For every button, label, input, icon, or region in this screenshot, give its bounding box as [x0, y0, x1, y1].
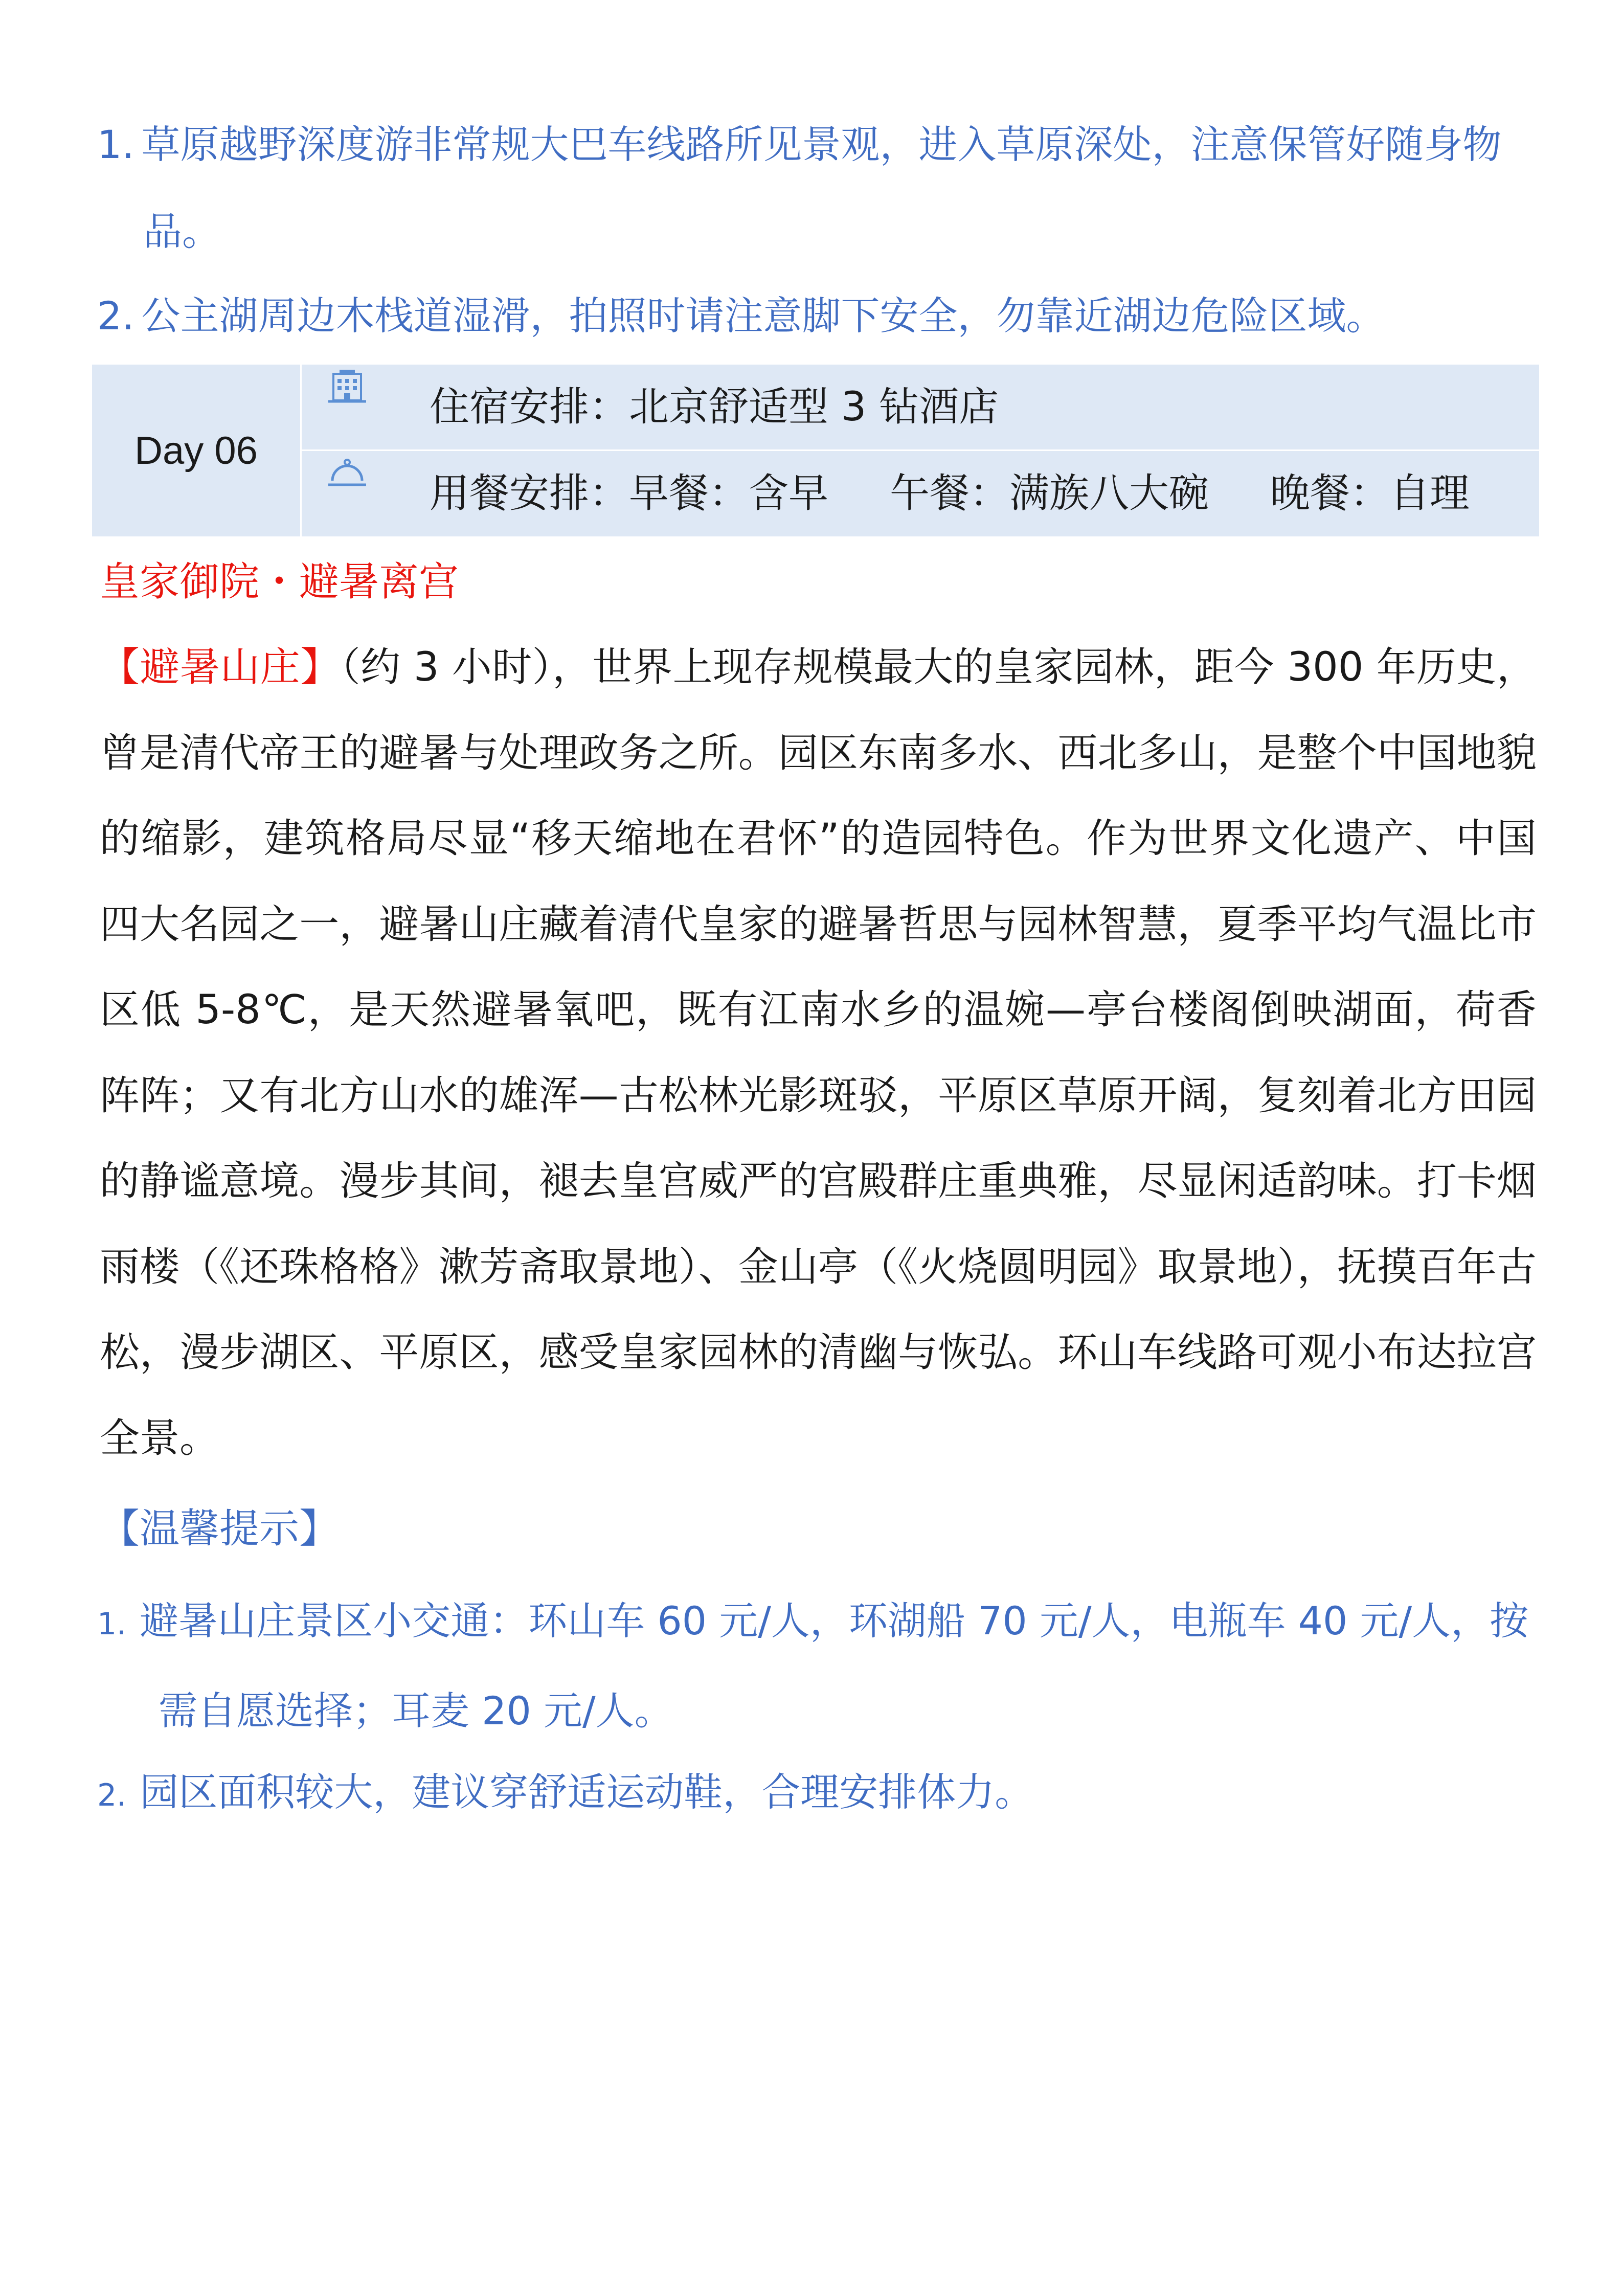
note-text: 草原越野深度游非常规大巴车线路所见景观，进入草原深处，注意保管好随身物	[141, 122, 1502, 167]
tip-text-continued: 需自愿选择；耳麦 20 元/人。	[159, 1688, 673, 1734]
tip-line	[97, 1578, 1544, 1668]
tip-item-1	[97, 1578, 1544, 1754]
attraction-body: （约 3 小时），世界上现存规模最大的皇家园林，距今 300 年历史，曾是清代帝王的避暑与处理政务之所。园区东南多水、西北多山，是整个中国地貌的缩影，建筑格局尽显“移天缩地在君怀”的造园特色。作为世界文化遗产、中国四大名园之一，避暑山庄藏着清代皇家的避暑哲思与园林智慧，夏季平均气温比市区低 5-8℃，是天然避暑氧吧，既有江南水乡的温婉—亭台楼阁倒映湖面，荷香阵阵；又有北方山水的雄浑—古松林光影斑驳，平原区草原开阔，复刻着北方田园的静谧意境。漫步其间，褪去皇宫威严的宫殿群庄重典雅，尽显闲适韵味。打卡烟雨楼（《还珠格格》漱芳斋取景地）、金山亭（《火烧圆明园》取景地），抚摸百年古松，漫步湖区、平原区，感受皇家园林的清幽与恢弘。环山车线路可观小布达拉宫全景。	[100, 644, 1537, 1461]
list-number: 2.	[97, 1777, 127, 1813]
tip-text: 避暑山庄景区小交通：环山车 60 元/人，环湖船 70 元/人，电瓶车 40 元/人，按	[140, 1598, 1529, 1644]
lodging-text: 住宿安排：北京舒适型 3 钻酒店	[430, 384, 999, 430]
tips-title: 【温馨提示】	[100, 1506, 340, 1552]
list-number: 2.	[97, 293, 134, 339]
attraction-name: 【避暑山庄】	[100, 644, 341, 690]
tip-item-2	[97, 1749, 1544, 1839]
list-number: 1.	[97, 1606, 127, 1642]
attraction-description	[100, 625, 1537, 1481]
breakfast: 早餐：含早	[629, 470, 829, 516]
dinner: 晚餐：自理	[1270, 470, 1470, 516]
tip-text: 园区面积较大，建议穿舒适运动鞋，合理安排体力。	[140, 1769, 1034, 1815]
day-label: Day 06	[92, 365, 302, 536]
tip-line-continued	[97, 1668, 1544, 1754]
note-line	[97, 101, 1539, 188]
section-title: 皇家御院・避暑离宫	[100, 559, 459, 605]
note-line-continued	[97, 188, 1539, 275]
lunch: 午餐：满族八大碗	[890, 470, 1209, 516]
list-number: 1.	[97, 122, 134, 167]
meal-text	[430, 451, 1470, 536]
meals-label: 用餐安排：	[430, 470, 629, 516]
note-item-1	[97, 101, 1539, 275]
meal-row	[302, 451, 1539, 536]
dining-cloche-icon	[326, 455, 368, 491]
note-text: 公主湖周边木栈道湿滑，拍照时请注意脚下安全，勿靠近湖边危险区域。	[141, 293, 1385, 339]
lodging-row	[302, 365, 1539, 451]
note-item-2	[97, 273, 1539, 359]
note-text-continued: 品。	[143, 209, 221, 254]
day-schedule-table	[92, 365, 1539, 536]
hotel-building-icon	[326, 369, 368, 404]
